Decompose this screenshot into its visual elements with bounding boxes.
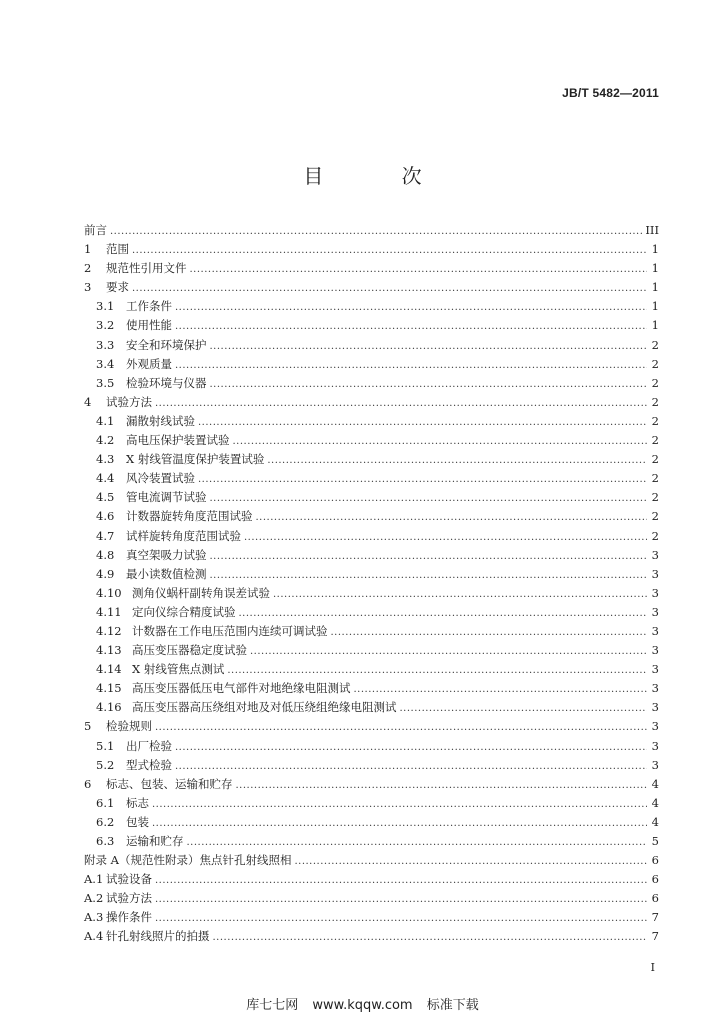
table-of-contents xyxy=(84,222,659,948)
toc-entry-number: 6.2 xyxy=(96,814,115,829)
toc-entry-number: 3.2 xyxy=(96,318,115,333)
toc-entry-label: 高压变压器高压绕组对地及对低压绕组绝缘电阻测试 xyxy=(132,700,397,715)
toc-entry-label: 高压变压器低压电气部件对地绝缘电阻测试 xyxy=(132,681,351,696)
toc-entry-page: 3 xyxy=(651,585,659,600)
toc-entry[interactable] xyxy=(84,909,659,928)
toc-entry-label: 安全和环境保护 xyxy=(126,337,207,352)
toc-entry-label: 最小读数值检测 xyxy=(126,566,207,581)
toc-entry-page: 3 xyxy=(651,643,659,658)
toc-entry-label: 型式检验 xyxy=(126,757,172,772)
toc-leader-dots xyxy=(155,398,647,409)
page-number: I xyxy=(650,961,655,974)
toc-entry-label: 真空架吸力试验 xyxy=(126,547,207,562)
toc-entry[interactable] xyxy=(84,814,659,833)
toc-leader-dots xyxy=(210,379,648,390)
toc-title: 目 次 xyxy=(303,164,458,188)
toc-entry-number: 4.9 xyxy=(96,566,115,581)
toc-leader-dots xyxy=(354,684,648,695)
toc-entry-label: 标志 xyxy=(126,795,149,810)
toc-entry[interactable] xyxy=(84,890,659,909)
toc-entry[interactable] xyxy=(84,604,659,623)
toc-entry-page: 3 xyxy=(651,700,659,715)
toc-entry-page: 3 xyxy=(651,623,659,638)
toc-entry-number: 6.3 xyxy=(96,834,115,848)
toc-entry-number: A.4 xyxy=(84,929,104,944)
toc-leader-dots xyxy=(256,512,648,523)
toc-entry[interactable] xyxy=(84,699,659,718)
toc-entry-page: 4 xyxy=(651,814,659,829)
toc-entry-label: 前言 xyxy=(84,223,107,237)
toc-entry-page: 3 xyxy=(651,681,659,696)
toc-leader-dots xyxy=(110,226,643,237)
toc-entry[interactable] xyxy=(84,928,659,947)
toc-entry[interactable] xyxy=(84,776,659,795)
toc-leader-dots xyxy=(210,570,648,581)
document-code: JB/T 5482—2011 xyxy=(562,86,659,100)
toc-leader-dots xyxy=(132,283,647,294)
toc-entry-number: 4.3 xyxy=(96,452,115,467)
toc-entry-label: 标志、包装、运输和贮存 xyxy=(106,776,233,791)
toc-entry-number: 4.10 xyxy=(96,585,122,600)
toc-leader-dots xyxy=(152,799,647,810)
toc-entry[interactable] xyxy=(84,852,659,871)
toc-entry-page: 1 xyxy=(651,242,659,257)
toc-entry-label: 要求 xyxy=(106,280,129,295)
toc-entry-label: 高电压保护装置试验 xyxy=(126,433,230,448)
toc-entry-number: 4.12 xyxy=(96,623,122,638)
toc-entry-number: 6 xyxy=(84,776,92,791)
toc-leader-dots xyxy=(155,894,647,905)
toc-entry-page: 6 xyxy=(651,872,659,887)
toc-entry-number: 3.4 xyxy=(96,356,115,371)
toc-entry-label: 测角仪蜗杆副转角误差试验 xyxy=(132,585,270,600)
toc-leader-dots xyxy=(400,703,648,714)
toc-entry-page: 2 xyxy=(651,471,659,486)
toc-entry-page: 2 xyxy=(651,394,659,409)
toc-entry-page: 7 xyxy=(651,910,659,925)
toc-entry-label: 工作条件 xyxy=(126,299,172,314)
toc-entry-number: 4.1 xyxy=(96,413,115,428)
toc-leader-dots xyxy=(187,837,648,848)
toc-entry-page: 2 xyxy=(651,433,659,448)
toc-entry-page: 2 xyxy=(651,413,659,428)
toc-entry-page: 3 xyxy=(651,547,659,562)
toc-entry-label: 管电流调节试验 xyxy=(126,490,207,505)
toc-leader-dots xyxy=(273,589,647,600)
toc-leader-dots xyxy=(210,341,648,352)
toc-entry-page: 3 xyxy=(651,566,659,581)
toc-leader-dots xyxy=(213,932,648,943)
toc-entry-page: 2 xyxy=(651,356,659,371)
toc-entry-page: 1 xyxy=(651,280,659,295)
toc-entry-number: 4.8 xyxy=(96,547,115,562)
toc-entry-page: 6 xyxy=(651,853,659,868)
toc-entry[interactable] xyxy=(84,279,659,298)
toc-leader-dots xyxy=(155,913,647,924)
toc-leader-dots xyxy=(132,245,647,256)
toc-leader-dots xyxy=(155,722,647,733)
toc-entry-page: 1 xyxy=(651,318,659,333)
toc-entry[interactable] xyxy=(84,547,659,566)
toc-entry[interactable] xyxy=(84,738,659,757)
toc-entry-number: A.1 xyxy=(84,872,104,887)
toc-leader-dots xyxy=(152,818,647,829)
toc-leader-dots xyxy=(175,302,647,313)
toc-entry[interactable] xyxy=(84,241,659,260)
toc-entry-number: 4.13 xyxy=(96,643,122,658)
toc-entry-page: 7 xyxy=(651,929,659,944)
toc-entry-number: 4.7 xyxy=(96,528,115,543)
toc-leader-dots xyxy=(175,360,647,371)
toc-entry[interactable] xyxy=(84,222,659,241)
toc-leader-dots xyxy=(210,551,648,562)
toc-leader-dots xyxy=(331,627,648,638)
toc-entry-number: 4.11 xyxy=(96,604,122,619)
toc-leader-dots xyxy=(210,493,648,504)
toc-entry-page: 2 xyxy=(651,528,659,543)
toc-leader-dots xyxy=(239,608,648,619)
toc-entry-label: X 射线管焦点测试 xyxy=(132,662,225,677)
toc-entry-number: A.2 xyxy=(84,891,104,906)
toc-entry[interactable] xyxy=(84,451,659,470)
toc-leader-dots xyxy=(244,532,647,543)
toc-entry-number: 4.6 xyxy=(96,509,115,524)
toc-entry-label: 检验规则 xyxy=(106,719,152,734)
toc-entry-label: 操作条件 xyxy=(106,910,152,925)
toc-entry-number: A.3 xyxy=(84,910,104,925)
toc-entry[interactable] xyxy=(84,375,659,394)
toc-entry-label: 出厂检验 xyxy=(126,738,172,753)
toc-entry[interactable] xyxy=(84,432,659,451)
toc-entry-number: 5 xyxy=(84,719,92,734)
toc-entry-number: 4.16 xyxy=(96,700,122,715)
toc-entry-label: 漏散射线试验 xyxy=(126,413,195,428)
toc-leader-dots xyxy=(155,875,647,886)
toc-entry-label: 试验方法 xyxy=(106,394,152,409)
toc-entry-label: 规范性引用文件 xyxy=(106,261,187,276)
toc-leader-dots xyxy=(175,761,647,772)
toc-entry[interactable] xyxy=(84,661,659,680)
toc-entry[interactable] xyxy=(84,757,659,776)
toc-entry[interactable] xyxy=(84,585,659,604)
toc-entry-label: 试验方法 xyxy=(106,891,152,906)
toc-entry[interactable] xyxy=(84,642,659,661)
toc-entry[interactable] xyxy=(84,871,659,890)
toc-entry-label: 高压变压器稳定度试验 xyxy=(132,643,247,658)
toc-leader-dots xyxy=(198,417,647,428)
toc-entry[interactable] xyxy=(84,718,659,737)
toc-entry-page: 3 xyxy=(651,757,659,772)
toc-leader-dots xyxy=(294,856,647,867)
toc-entry-label: 定向仪综合精度试验 xyxy=(132,604,236,619)
toc-entry-number: 2 xyxy=(84,261,92,276)
toc-entry-number: 5.2 xyxy=(96,757,115,772)
toc-entry-number: 5.1 xyxy=(96,738,115,753)
toc-entry-label: 风冷装置试验 xyxy=(126,471,195,486)
toc-entry-page: 3 xyxy=(651,604,659,619)
toc-entry-page: 3 xyxy=(651,719,659,734)
toc-entry[interactable] xyxy=(84,508,659,527)
toc-entry[interactable] xyxy=(84,470,659,489)
toc-entry[interactable] xyxy=(84,623,659,642)
toc-entry-label: 附录 A（规范性附录）焦点针孔射线照相 xyxy=(84,853,292,868)
toc-entry-number: 1 xyxy=(84,242,92,257)
toc-entry[interactable] xyxy=(84,833,659,852)
toc-entry-label: 外观质量 xyxy=(126,356,172,371)
toc-entry-label: 计数器在工作电压范围内连续可调试验 xyxy=(132,623,328,638)
toc-entry[interactable] xyxy=(84,795,659,814)
toc-leader-dots xyxy=(267,455,647,466)
toc-entry-number: 4.4 xyxy=(96,471,115,486)
toc-entry-page: III xyxy=(645,223,659,237)
toc-entry[interactable] xyxy=(84,489,659,508)
toc-entry[interactable] xyxy=(84,680,659,699)
toc-entry-page: 5 xyxy=(651,834,659,848)
toc-entry-page: 6 xyxy=(651,891,659,906)
toc-entry-label: 包装 xyxy=(126,814,149,829)
toc-entry[interactable] xyxy=(84,298,659,317)
toc-entry-page: 2 xyxy=(651,337,659,352)
toc-entry-page: 2 xyxy=(651,452,659,467)
toc-entry-number: 3.5 xyxy=(96,375,115,390)
toc-entry-number: 4.15 xyxy=(96,681,122,696)
toc-entry-number: 4.5 xyxy=(96,490,115,505)
toc-entry-number: 4 xyxy=(84,394,92,409)
toc-entry[interactable] xyxy=(84,356,659,375)
toc-leader-dots xyxy=(236,780,648,791)
toc-entry-number: 4.2 xyxy=(96,433,115,448)
toc-entry-label: 试验设备 xyxy=(106,872,152,887)
toc-leader-dots xyxy=(198,474,647,485)
toc-entry-label: 试样旋转角度范围试验 xyxy=(126,528,241,543)
toc-entry-label: 运输和贮存 xyxy=(126,834,184,848)
toc-leader-dots xyxy=(250,646,647,657)
toc-leader-dots xyxy=(175,321,647,332)
toc-entry-number: 3 xyxy=(84,280,92,295)
toc-entry-page: 2 xyxy=(651,490,659,505)
toc-leader-dots xyxy=(175,742,647,753)
toc-entry-label: X 射线管温度保护装置试验 xyxy=(126,452,265,467)
toc-entry-label: 针孔射线照片的拍摄 xyxy=(106,929,210,944)
toc-entry-page: 3 xyxy=(651,662,659,677)
toc-leader-dots xyxy=(233,436,648,447)
toc-entry-page: 1 xyxy=(651,299,659,314)
toc-leader-dots xyxy=(190,264,648,275)
toc-entry[interactable] xyxy=(84,394,659,413)
toc-entry-number: 3.1 xyxy=(96,299,115,314)
toc-entry[interactable] xyxy=(84,566,659,585)
toc-entry-number: 6.1 xyxy=(96,795,115,810)
toc-entry[interactable] xyxy=(84,337,659,356)
toc-entry-page: 2 xyxy=(651,509,659,524)
footer-watermark: 库七七网 www.kqqw.com 标准下载 xyxy=(246,998,479,1013)
toc-entry[interactable] xyxy=(84,528,659,547)
toc-entry-page: 4 xyxy=(651,795,659,810)
toc-entry-number: 4.14 xyxy=(96,662,122,677)
toc-entry[interactable] xyxy=(84,260,659,279)
toc-entry[interactable] xyxy=(84,413,659,432)
toc-entry-label: 计数器旋转角度范围试验 xyxy=(126,509,253,524)
toc-entry-page: 4 xyxy=(651,776,659,791)
toc-leader-dots xyxy=(227,665,647,676)
toc-entry-label: 范围 xyxy=(106,242,129,257)
toc-entry-page: 1 xyxy=(651,261,659,276)
toc-entry-number: 3.3 xyxy=(96,337,115,352)
toc-entry[interactable] xyxy=(84,317,659,336)
toc-entry-page: 3 xyxy=(651,738,659,753)
toc-entry-page: 2 xyxy=(651,375,659,390)
toc-entry-label: 使用性能 xyxy=(126,318,172,333)
toc-entry-label: 检验环境与仪器 xyxy=(126,375,207,390)
